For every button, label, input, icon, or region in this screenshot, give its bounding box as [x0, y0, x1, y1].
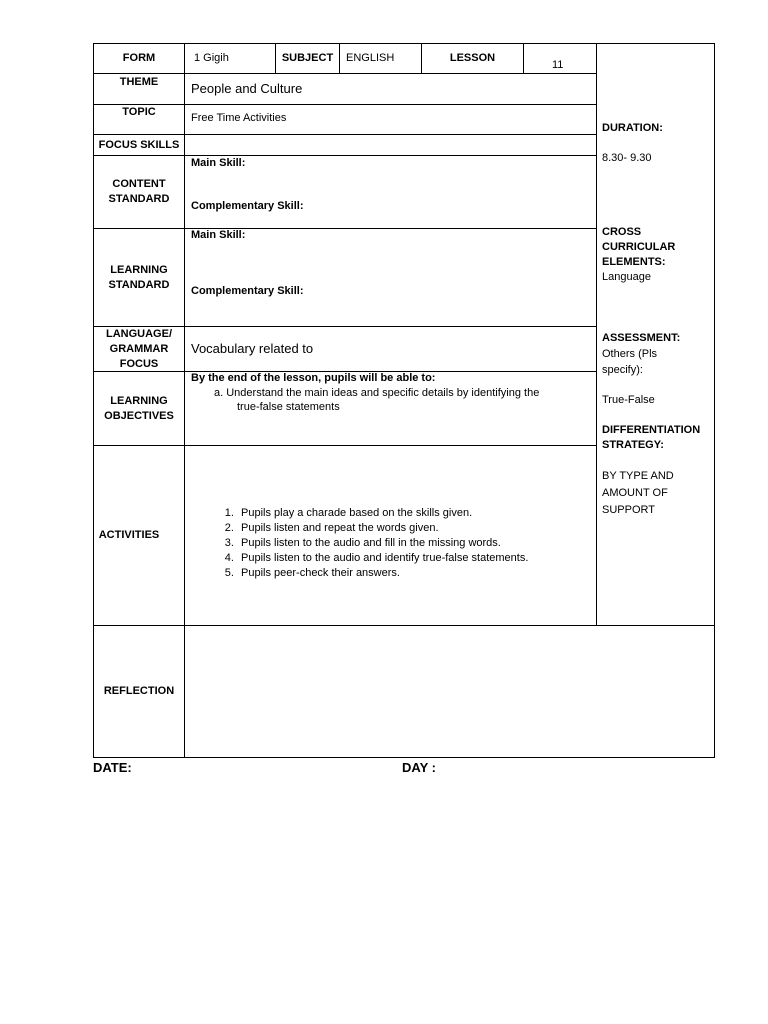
date-label: DATE:	[93, 760, 132, 775]
assessment-value	[602, 346, 657, 378]
theme-label: THEME	[119, 75, 159, 88]
topic-label: TOPIC	[122, 105, 156, 118]
assessment-value-line1: Others (Pls	[602, 348, 658, 360]
content-label-line1: CONTENT	[112, 178, 166, 190]
lesson-value: 11	[552, 59, 564, 71]
language-label-line2: GRAMMAR	[109, 342, 169, 355]
learning-std-label-line2: STANDARD	[108, 278, 170, 291]
activity-item: 1. Pupils play a charade based on the skills given.	[237, 506, 528, 521]
activity-item: 4. Pupils listen to the audio and identify true-false statements.	[237, 551, 528, 566]
activity-item: 5. Pupils peer-check their answers.	[237, 566, 528, 581]
language-label-line1: LANGUAGE/	[106, 327, 172, 340]
theme-value: People and Culture	[191, 81, 303, 96]
lesson-label: LESSON	[449, 52, 496, 64]
objectives-label-line1: LEARNING	[110, 394, 168, 407]
learning-std-complementary-skill: Complementary Skill:	[191, 285, 304, 297]
objectives-label	[93, 371, 185, 446]
subject-label: SUBJECT	[281, 52, 334, 64]
objectives-intro: By the end of the lesson, pupils will be able to:	[191, 372, 436, 384]
activities-label: ACTIVITIES	[98, 529, 160, 541]
assessment-label: ASSESSMENT:	[602, 332, 681, 344]
content-value-cell	[184, 155, 597, 229]
language-label	[93, 326, 185, 372]
topic-value: Free Time Activities	[191, 112, 287, 124]
learning-std-label-line1: LEARNING	[110, 263, 168, 276]
differentiation-value-line2: AMOUNT OF	[602, 487, 668, 499]
reflection-label: REFLECTION	[103, 685, 175, 697]
objectives-item-a-line1: a. Understand the main ideas and specific details by identifying the	[214, 387, 540, 399]
content-complementary-skill: Complementary Skill:	[191, 200, 304, 212]
subject-value: ENGLISH	[346, 52, 395, 64]
assessment-value-line2: specify):	[602, 364, 643, 376]
duration-label: DURATION:	[602, 122, 663, 134]
focus-label: FOCUS SKILLS	[98, 138, 180, 151]
activities-list	[185, 506, 528, 581]
form-value: 1 Gigih	[194, 52, 229, 64]
objectives-item-a-line2: true-false statements	[237, 401, 340, 413]
cross-curricular-label-line3: ELEMENTS:	[602, 256, 666, 268]
differentiation-value-line3: SUPPORT	[602, 504, 655, 516]
learning-std-value-cell	[184, 228, 597, 327]
activity-item: 2. Pupils listen and repeat the words given.	[237, 521, 528, 536]
content-label-line2: STANDARD	[108, 193, 170, 205]
activity-item: 3. Pupils listen to the audio and fill in the missing words.	[237, 536, 528, 551]
learning-std-main-skill: Main Skill:	[191, 229, 246, 241]
reflection-value-cell	[184, 625, 715, 758]
cross-curricular-label-line1: CROSS	[602, 226, 642, 238]
language-label-line3: FOCUS	[119, 357, 159, 370]
duration-value: 8.30- 9.30	[602, 152, 652, 164]
differentiation-value	[602, 468, 674, 519]
cross-curricular-label-line2: CURRICULAR	[602, 241, 676, 253]
content-label	[93, 155, 185, 229]
assessment-detail: True-False	[602, 394, 655, 406]
form-label: FORM	[122, 52, 156, 64]
focus-value-cell	[184, 134, 597, 156]
learning-std-label	[93, 228, 185, 327]
cross-curricular-value: Language	[602, 271, 651, 283]
content-main-skill: Main Skill:	[191, 157, 246, 169]
cross-curricular-label	[602, 225, 675, 270]
language-focus-value: Vocabulary related to	[191, 341, 314, 356]
differentiation-value-line1: BY TYPE AND	[602, 470, 674, 482]
differentiation-label	[602, 423, 700, 453]
objectives-label-line2: OBJECTIVES	[104, 409, 174, 422]
differentiation-label-line1: DIFFERENTIATION	[602, 424, 701, 436]
differentiation-label-line2: STRATEGY:	[602, 439, 664, 451]
day-label: DAY :	[402, 760, 436, 775]
